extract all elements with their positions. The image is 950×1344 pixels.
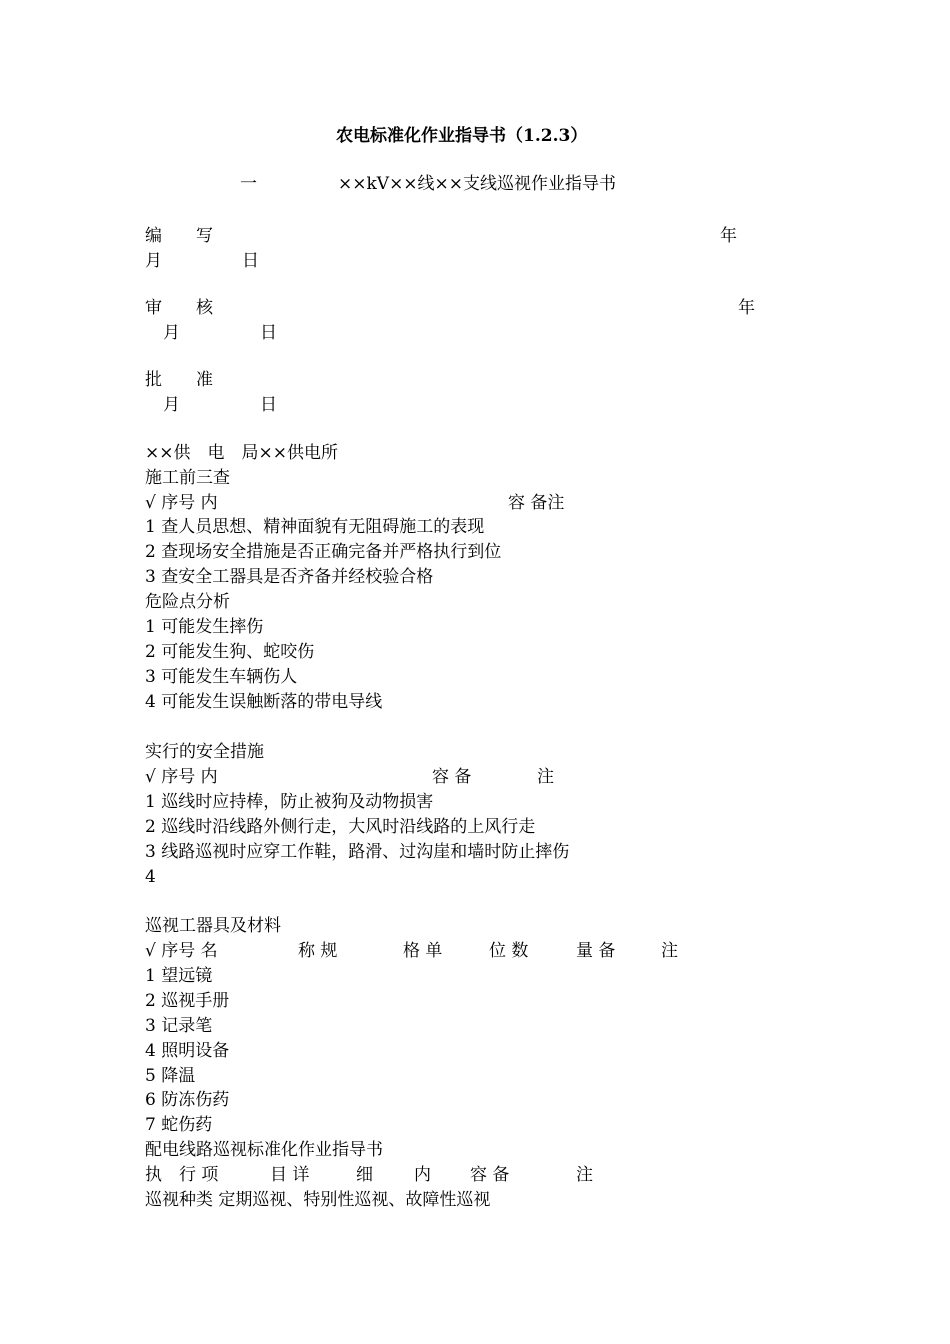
safety-header-mid: 容 备: [432, 767, 472, 787]
document-title: 农电标准化作业指导书（1.2.3）: [336, 126, 588, 146]
approve-day: 日: [260, 395, 277, 415]
guide-heading: 配电线路巡视标准化作业指导书: [145, 1140, 383, 1160]
review-label: 审 核: [145, 298, 213, 318]
guide-row: 巡视种类 定期巡视、特别性巡视、故障性巡视: [145, 1190, 491, 1210]
tools-row: 1 望远镜: [145, 966, 213, 986]
write-label: 编 写: [145, 226, 213, 246]
tools-header-col: 位 数: [489, 941, 529, 961]
guide-header-col: 目 详: [270, 1165, 310, 1185]
review-month: 月: [163, 323, 180, 343]
checks-heading: 施工前三查: [145, 468, 230, 488]
safety-row: 4: [145, 867, 156, 887]
guide-header-col: 细: [356, 1165, 373, 1185]
safety-row: 2 巡线时沿线路外侧行走，大风时沿线路的上风行走: [145, 817, 536, 837]
risk-row: 1 可能发生摔伤: [145, 617, 264, 637]
guide-header-col: 执 行 项: [145, 1165, 219, 1185]
safety-header-left: √ 序号 内: [145, 767, 218, 787]
review-year: 年: [738, 298, 755, 318]
tools-header-col: 量 备: [576, 941, 616, 961]
tools-header-col: 称 规: [298, 941, 338, 961]
safety-row: 3 线路巡视时应穿工作鞋，路滑、过沟崖和墙时防止摔伤: [145, 842, 570, 862]
tools-header-col: √ 序号 名: [145, 941, 218, 961]
write-month: 月: [145, 251, 162, 271]
risk-row: 2 可能发生狗、蛇咬伤: [145, 642, 315, 662]
tools-row: 3 记录笔: [145, 1016, 213, 1036]
guide-header-col: 容 备: [470, 1165, 510, 1185]
checks-header-right: 容 备注: [508, 493, 565, 513]
tools-row: 6 防冻伤药: [145, 1090, 230, 1110]
safety-row: 1 巡线时应持棒，防止被狗及动物损害: [145, 792, 434, 812]
risk-heading: 危险点分析: [145, 592, 230, 612]
safety-heading: 实行的安全措施: [145, 742, 264, 762]
guide-header-col: 注: [576, 1165, 593, 1185]
checks-row: 3 查安全工器具是否齐备并经校验合格: [145, 567, 434, 587]
subtitle-prefix: 一: [240, 174, 257, 194]
tools-row: 5 降温: [145, 1066, 196, 1086]
checks-row: 2 查现场安全措施是否正确完备并严格执行到位: [145, 542, 502, 562]
guide-header-col: 内: [414, 1165, 431, 1185]
tools-row: 2 巡视手册: [145, 991, 230, 1011]
safety-header-right: 注: [537, 767, 554, 787]
document-subtitle: ××kV××线××支线巡视作业指导书: [338, 174, 617, 194]
organization-line: ××供 电 局××供电所: [145, 443, 338, 463]
checks-row: 1 查人员思想、精神面貌有无阻碍施工的表现: [145, 517, 485, 537]
tools-heading: 巡视工器具及材料: [145, 916, 281, 936]
review-day: 日: [260, 323, 277, 343]
approve-label: 批 准: [145, 370, 213, 390]
tools-row: 4 照明设备: [145, 1041, 230, 1061]
tools-header-col: 格 单: [403, 941, 443, 961]
approve-month: 月: [163, 395, 180, 415]
checks-header-left: √ 序号 内: [145, 493, 218, 513]
tools-row: 7 蛇伤药: [145, 1115, 213, 1135]
write-year: 年: [720, 226, 737, 246]
risk-row: 3 可能发生车辆伤人: [145, 667, 298, 687]
tools-header-col: 注: [661, 941, 678, 961]
write-day: 日: [242, 251, 259, 271]
risk-row: 4 可能发生误触断落的带电导线: [145, 692, 383, 712]
